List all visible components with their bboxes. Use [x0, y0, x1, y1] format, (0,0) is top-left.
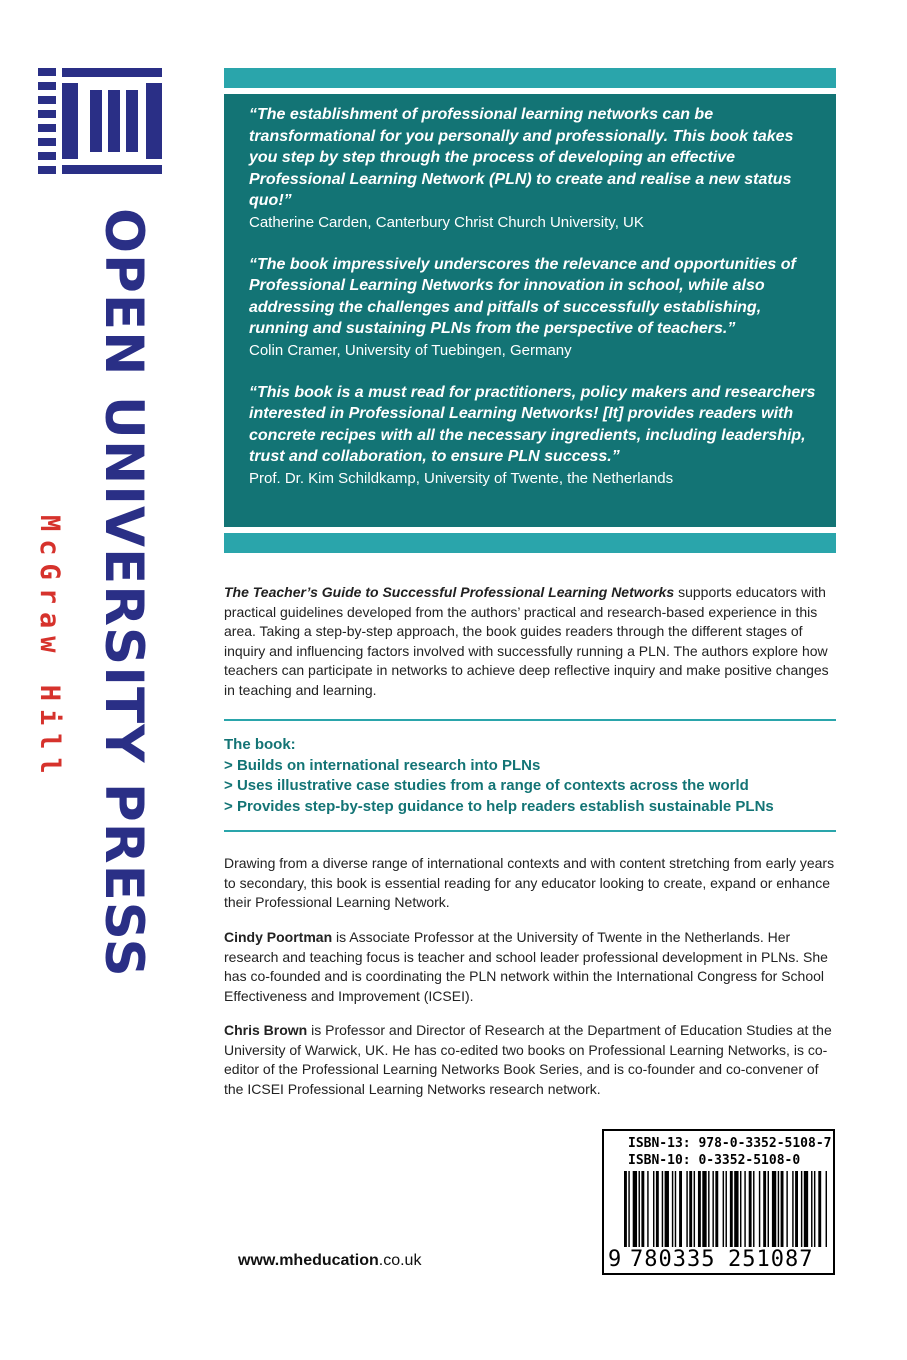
oup-logo-icon [38, 68, 166, 178]
endorsement-author: Colin Cramer, University of Tuebingen, Germany [249, 341, 572, 359]
feature-list [224, 735, 836, 817]
isbn-13: ISBN-13: 978-0-3352-5108-7 [628, 1136, 832, 1151]
audience-paragraph: Drawing from a diverse range of international contexts and with content stretching from early years to secondary, this book is essential reading for any educator looking to create, expand or enhance their Professional Learning Network. [224, 855, 835, 911]
feature-heading: The book: [224, 736, 296, 753]
website-domain: www.mheducation [238, 1252, 379, 1269]
author-bio-text: is Associate Professor at the University of Twente in the Netherlands. Her research and teaching focus is teacher and school leader professional development in PLNs. She has co-founded and is coordinating the PLN network within the International Congress for School Effectiveness and Improvement (ICSEI). [224, 929, 828, 1004]
author-bio [224, 1021, 836, 1099]
endorsement-1 [249, 104, 816, 234]
website-link[interactable] [238, 1252, 421, 1270]
isbn-10: ISBN-10: 0-3352-5108-0 [628, 1153, 801, 1168]
endorsement-author: Catherine Carden, Canterbury Christ Church University, UK [249, 213, 644, 231]
barcode-digits [604, 1247, 833, 1273]
feature-item: > Builds on international research into PLNs [224, 756, 836, 777]
author-bio-text: is Professor and Director of Research at the Department of Education Studies at the University of Warwick, UK. He has co-edited two books on Professional Learning Networks, is co-editor of the Professional Learning Networks Book Series, and is co-founder and co-convener of the ICSEI Professional Learning Networks research network. [224, 1022, 832, 1097]
isbn-barcode-block [602, 1129, 835, 1275]
barcode-digits-left: 780335 [630, 1247, 716, 1272]
divider [224, 830, 836, 832]
endorsement-2 [249, 254, 816, 362]
feature-item: > Uses illustrative case studies from a range of contexts across the world [224, 776, 836, 797]
barcode-digit-first: 9 [608, 1247, 622, 1272]
website-suffix: .co.uk [378, 1252, 422, 1269]
endorsement-quote: “This book is a must read for practitioners, policy makers and researchers interested in Professional Learning Networks! [It] provides readers with concrete recipes with all the necessary ingredients, including leadership, trust and collaboration, to ensure PLN success.” [249, 383, 816, 466]
author-bio [224, 928, 836, 1006]
barcode-digits-right: 251087 [728, 1247, 814, 1272]
book-description-text: supports educators with practical guidelines developed from the authors’ practical and research-based experience in this area. Taking a step-by-step approach, the book guides readers through the different stages of inquiry and influencing factors involved with successfully running a PLN. The authors explore how teachers can participate in networks to achieve deep reflective inquiry and make positive changes in teaching and learning. [224, 584, 829, 698]
endorsement-author: Prof. Dr. Kim Schildkamp, University of Twente, the Netherlands [249, 469, 674, 487]
imprint-name: McGraw Hill [34, 515, 65, 782]
teal-bar-bottom [224, 533, 836, 553]
divider [224, 719, 836, 721]
feature-item: > Provides step-by-step guidance to help readers establish sustainable PLNs [224, 797, 836, 818]
endorsement-box [224, 94, 836, 527]
endorsement-3 [249, 382, 816, 490]
publisher-name: OPEN UNIVERSITY PRESS [93, 208, 154, 978]
endorsement-quote: “The establishment of professional learning networks can be transformational for you personally and professionally. This book takes you step by step through the process of developing an effective Professional Learning Network (PLN) to create and realise a new status quo!” [249, 106, 794, 210]
book-title: The Teacher’s Guide to Successful Professional Learning Networks [224, 584, 675, 600]
endorsement-quote: “The book impressively underscores the relevance and opportunities of Professional Learning Networks for innovation in school, while also addressing the challenges and pitfalls of successfully establishing, running and sustaining PLNs from the perspective of teachers.” [249, 255, 796, 338]
teal-bar-top [224, 68, 836, 88]
author-name: Chris Brown [224, 1022, 308, 1038]
book-description [224, 583, 836, 701]
author-name: Cindy Poortman [224, 929, 333, 945]
